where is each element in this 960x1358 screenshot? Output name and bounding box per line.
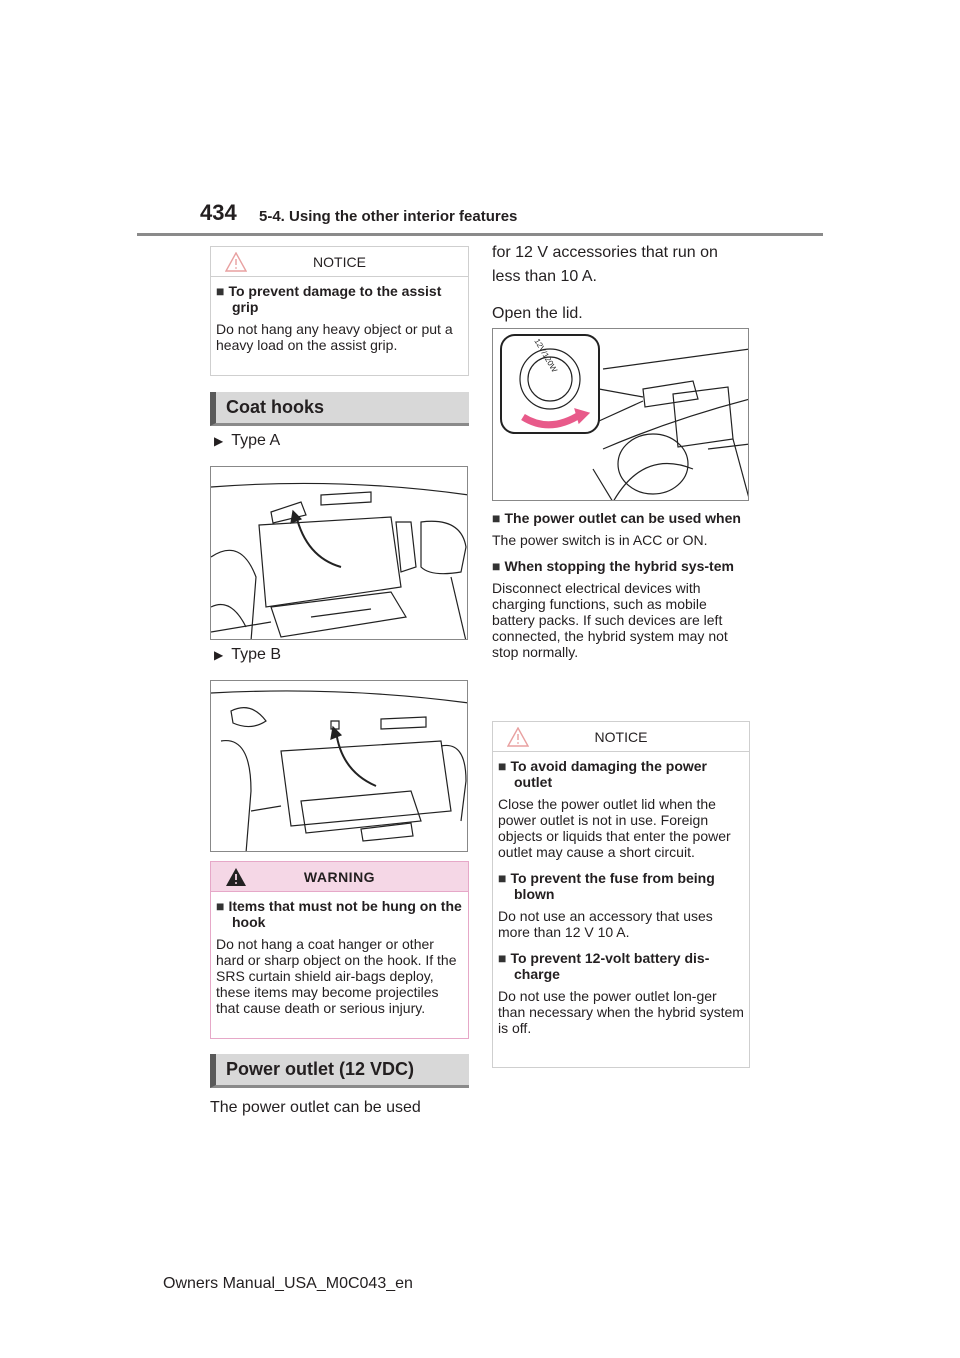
usable-text: The power switch is in ACC or ON. <box>492 532 708 548</box>
notice-text: Do not hang any heavy object or put a heavy load on the assist grip. <box>216 321 453 353</box>
warning-title: ■ Items that must not be hung on the hook <box>216 898 462 930</box>
arrow-right-icon: ▶ <box>214 434 224 448</box>
page-number: 434 <box>200 200 237 225</box>
arrow-right-icon: ▶ <box>214 648 224 662</box>
caution-triangle-icon <box>225 252 247 272</box>
notice-item-text: Do not use the power outlet lon-ger than necessary when the hybrid system is off. <box>498 988 744 1036</box>
notice-header <box>493 722 749 752</box>
notice-item-title: ■ To prevent 12-volt battery dis-charge <box>498 950 710 982</box>
type-a-label: ▶ Type A <box>214 432 281 449</box>
notice-item-text: Do not use an accessory that uses more than 12 V 10 A. <box>498 908 713 940</box>
coat-hooks-heading: Coat hooks <box>210 392 469 426</box>
stopping-text: Disconnect electrical devices with charging functions, such as mobile battery packs. If such devices are left connected, the hybrid system may not stop normally. <box>492 580 728 660</box>
power-outlet-heading: Power outlet (12 VDC) <box>210 1054 469 1088</box>
section-title: 5-4. Using the other interior features <box>259 208 518 225</box>
warning-triangle-icon <box>225 867 247 887</box>
warning-label: WARNING <box>303 868 376 885</box>
notice-title: ■ To prevent damage to the assist grip <box>216 283 442 315</box>
usable-title: ■ The power outlet can be used when <box>492 510 741 526</box>
power-outlet-figure <box>492 328 749 501</box>
lid-label: 12V/120W <box>532 337 559 374</box>
type-b-label: ▶ Type B <box>214 646 282 663</box>
notice-power-outlet <box>492 721 750 1068</box>
notice-header <box>211 247 468 277</box>
coat-hook-type-b-figure <box>210 680 468 852</box>
header-rule <box>137 233 823 236</box>
open-lid-text: Open the lid. <box>492 305 583 322</box>
notice-item-title: ■ To avoid damaging the power outlet <box>498 758 708 790</box>
notice-item-text: Close the power outlet lid when the power outlet is not in use. Foreign objects or liquids that enter the power outlet may cause a short circuit. <box>498 796 731 860</box>
notice-label: NOTICE <box>313 253 366 270</box>
stopping-title: ■ When stopping the hybrid sys-tem <box>492 558 734 574</box>
notice-label: NOTICE <box>594 728 648 745</box>
outlet-info <box>492 510 748 670</box>
coat-hook-type-a-figure <box>210 466 468 640</box>
footer-doc-id: Owners Manual_USA_M0C043_en <box>163 1275 413 1292</box>
caution-triangle-icon <box>507 727 529 747</box>
warning-coat-hook <box>210 861 469 1039</box>
notice-item-title: ■ To prevent the fuse from being blown <box>498 870 715 902</box>
power-outlet-intro-2: for 12 V accessories that run on less than 10 A. <box>492 244 718 285</box>
notice-assist-grip <box>210 246 469 376</box>
warning-header <box>211 862 468 892</box>
power-outlet-intro-1: The power outlet can be used <box>210 1099 421 1116</box>
warning-text: Do not hang a coat hanger or other hard or sharp object on the hook. If the SRS curtain shield air-bags deploy, these items may become projectiles that cause death or serious injury. <box>216 936 457 1016</box>
